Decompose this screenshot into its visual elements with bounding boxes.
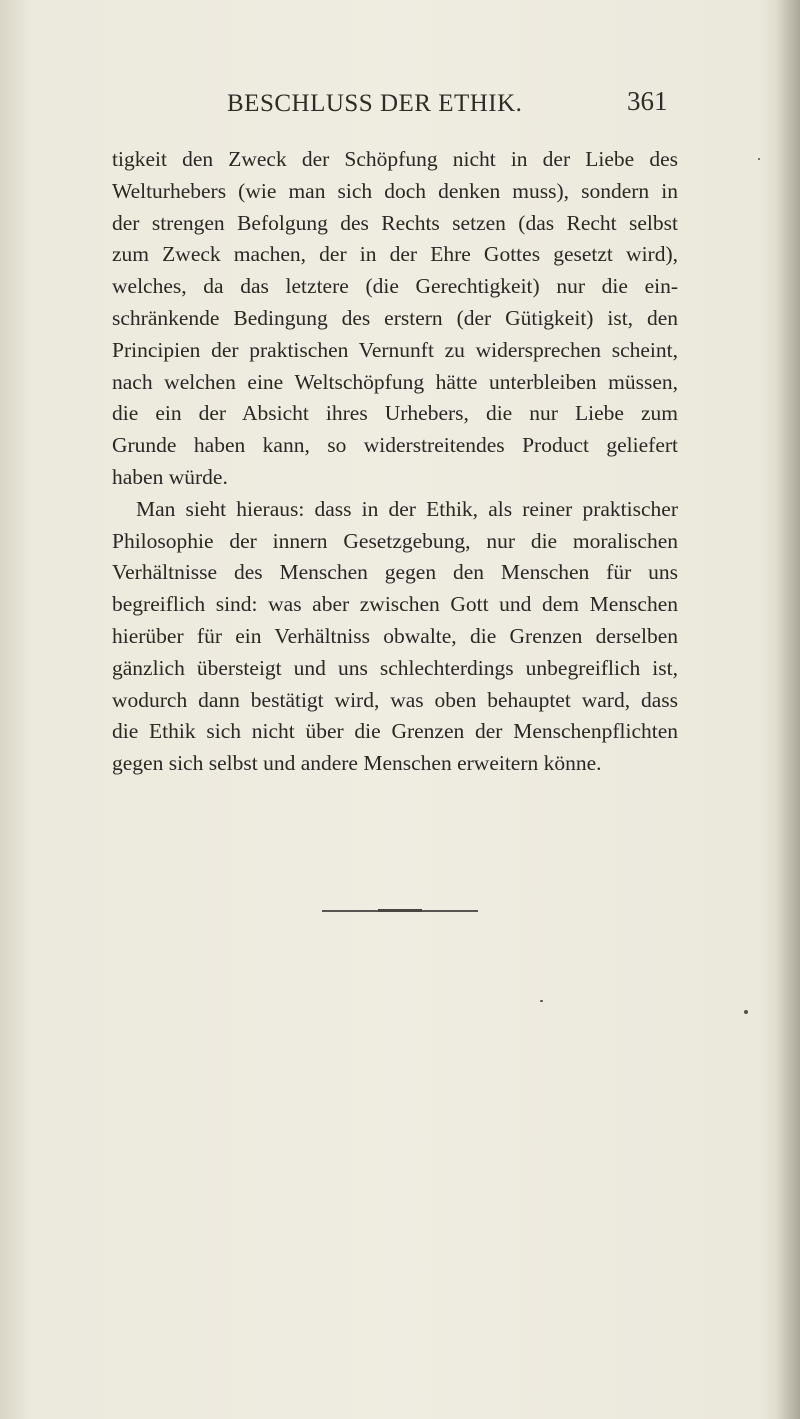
text-line: welches, da das letztere (die Gerechtigkeit) nur die ein- <box>112 274 678 299</box>
text-line: Philosophie der innern Gesetzgebung, nur die moralischen <box>112 528 678 553</box>
text-line: gänzlich übersteigt und uns schlechterdings unbegreiflich ist, <box>112 655 678 680</box>
section-end-rule <box>322 910 478 912</box>
text-line: die ein der Absicht ihres Urhebers, die nur Liebe zum <box>112 401 678 426</box>
text-line: haben würde. <box>112 464 228 489</box>
text-line: Principien der praktischen Vernunft zu widersprechen scheint, <box>112 337 678 362</box>
text-line: die Ethik sich nicht über die Grenzen der Menschenpflichten <box>112 719 678 744</box>
paper-speck <box>758 158 760 160</box>
text-line: zum Zweck machen, der in der Ehre Gottes gesetzt wird), <box>112 242 678 267</box>
paper-speck <box>540 1000 543 1002</box>
body-text <box>112 144 678 780</box>
text-line: tigkeit den Zweck der Schöpfung nicht in der Liebe des <box>112 147 678 171</box>
text-line: Grunde haben kann, so widerstreitendes Product geliefert <box>112 433 678 458</box>
text-line: Welturhebers (wie man sich doch denken muss), sondern in <box>112 178 678 203</box>
paragraph <box>112 494 678 780</box>
text-line: wodurch dann bestätigt wird, was oben behauptet ward, dass <box>112 687 678 712</box>
paragraph <box>112 144 678 494</box>
paper-speck <box>744 1010 748 1014</box>
text-line: gegen sich selbst und andere Menschen erweitern könne. <box>112 751 602 776</box>
text-line: begreiflich sind: was aber zwischen Gott und dem Menschen <box>112 592 678 617</box>
text-line: Man sieht hieraus: dass in der Ethik, als reiner praktischer <box>136 496 678 521</box>
page-number: 361 <box>627 86 668 116</box>
text-line: schränkende Bedingung des erstern (der Gütigkeit) ist, den <box>112 305 678 330</box>
text-line: der strengen Befolgung des Rechts setzen (das Recht selbst <box>112 210 678 235</box>
text-line: hierüber für ein Verhältniss obwalte, die Grenzen derselben <box>112 623 678 648</box>
running-title: BESCHLUSS DER ETHIK. <box>227 90 523 117</box>
text-line: nach welchen eine Weltschöpfung hätte unterbleiben müssen, <box>112 369 678 394</box>
page-gutter-shadow <box>776 0 800 1419</box>
text-line: Verhältnisse des Menschen gegen den Menschen für uns <box>112 560 678 585</box>
